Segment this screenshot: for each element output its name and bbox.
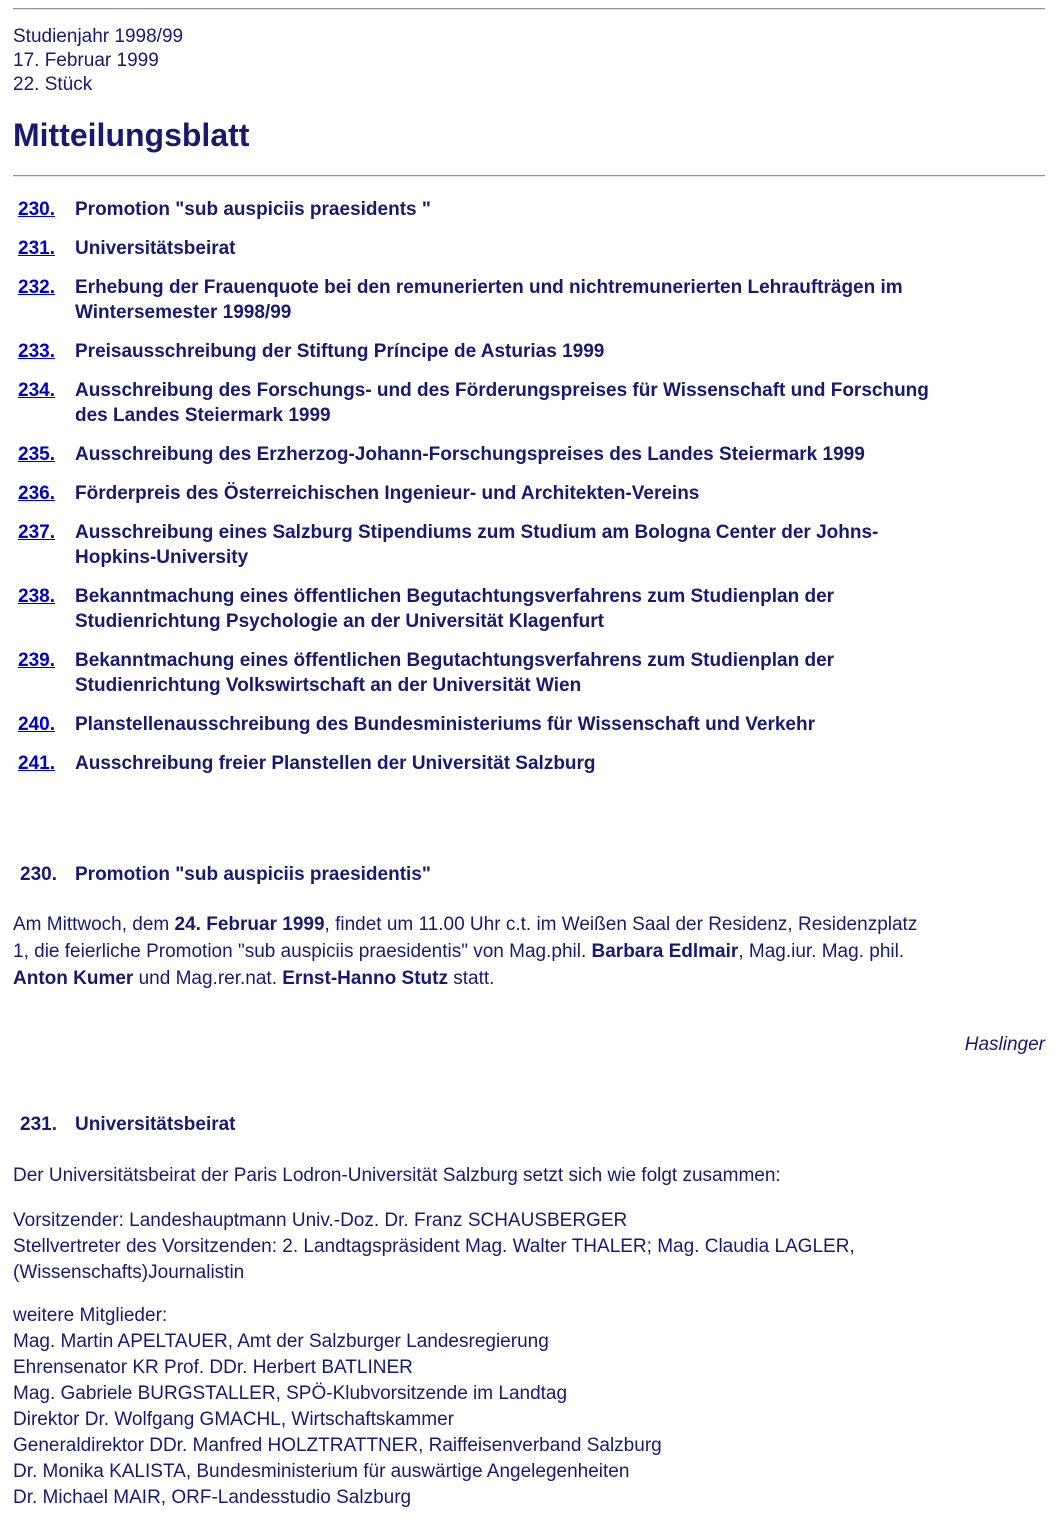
toc-item-232 bbox=[13, 275, 1045, 325]
toc-item-240 bbox=[13, 712, 1045, 737]
toc-item-title bbox=[75, 520, 878, 570]
toc-link-240[interactable]: 240. bbox=[18, 714, 55, 735]
toc-item-235 bbox=[13, 442, 1045, 467]
member-line: Dr. Monika KALISTA, Bundesministerium für auswärtige Angelegenheiten bbox=[13, 1461, 630, 1482]
leadership-line: (Wissenschafts)Journalistin bbox=[13, 1262, 245, 1283]
toc-title-line: Bekanntmachung eines öffentlichen Begutachtungsverfahrens zum Studienplan der bbox=[75, 650, 835, 671]
toc-item-233 bbox=[13, 339, 1045, 364]
paragraph-text: 1, die feierliche Promotion "sub auspiciis praesidentis" von Mag.phil. bbox=[13, 941, 592, 962]
toc-item-title bbox=[75, 712, 815, 737]
title-divider bbox=[13, 175, 1045, 177]
page-title: Mitteilungsblatt bbox=[13, 117, 250, 153]
toc-link-238[interactable]: 238. bbox=[18, 586, 55, 607]
toc-link-237[interactable]: 237. bbox=[18, 522, 55, 543]
toc-title-line: Studienrichtung Psychologie an der Universität Klagenfurt bbox=[75, 611, 604, 632]
table-of-contents bbox=[13, 197, 1045, 776]
toc-link-235[interactable]: 235. bbox=[18, 444, 55, 465]
toc-item-230 bbox=[13, 197, 1045, 222]
toc-item-234 bbox=[13, 378, 1045, 428]
toc-item-237 bbox=[13, 520, 1045, 570]
toc-item-title bbox=[75, 339, 604, 364]
toc-title-line: Förderpreis des Österreichischen Ingenieur- und Architekten-Vereins bbox=[75, 483, 700, 504]
paragraph-text: und Mag.rer.nat. bbox=[133, 968, 283, 989]
toc-link-233[interactable]: 233. bbox=[18, 341, 55, 362]
paragraph-text: Am Mittwoch, dem bbox=[13, 914, 175, 935]
toc-title-line: Ausschreibung freier Planstellen der Universität Salzburg bbox=[75, 753, 596, 774]
toc-item-title bbox=[75, 584, 834, 634]
toc-item-title bbox=[75, 378, 929, 428]
section-title: Promotion "sub auspiciis praesidentis" bbox=[75, 864, 431, 885]
toc-item-231 bbox=[13, 236, 1045, 261]
beirat-members bbox=[13, 1303, 1045, 1511]
toc-title-line: Planstellenausschreibung des Bundesministeriums für Wissenschaft und Verkehr bbox=[75, 714, 815, 735]
toc-title-line: Universitätsbeirat bbox=[75, 238, 236, 259]
paragraph-bold-date: 24. Februar 1999 bbox=[174, 914, 325, 935]
section-number: 230. bbox=[20, 864, 57, 885]
issue-date-line: 17. Februar 1999 bbox=[13, 50, 159, 71]
toc-item-title bbox=[75, 481, 699, 506]
toc-title-line: Ausschreibung eines Salzburg Stipendiums zum Studium am Bologna Center der Johns- bbox=[75, 522, 879, 543]
toc-item-title bbox=[75, 648, 834, 698]
toc-title-line: Ausschreibung des Forschungs- und des Förderungspreises für Wissenschaft und Forschung bbox=[75, 380, 929, 401]
issue-number-line: 22. Stück bbox=[13, 74, 93, 95]
beirat-intro: Der Universitätsbeirat der Paris Lodron-Universität Salzburg setzt sich wie folgt zusammen: bbox=[13, 1165, 781, 1186]
paragraph-text: , Mag.iur. Mag. phil. bbox=[738, 941, 905, 962]
toc-link-236[interactable]: 236. bbox=[18, 483, 55, 504]
toc-item-title bbox=[75, 275, 903, 325]
toc-title-line: Ausschreibung des Erzherzog-Johann-Forschungspreises des Landes Steiermark 1999 bbox=[75, 444, 865, 465]
document-header bbox=[13, 25, 1045, 97]
member-line: Generaldirektor DDr. Manfred HOLZTRATTNER, Raiffeisenverband Salzburg bbox=[13, 1435, 662, 1456]
toc-link-231[interactable]: 231. bbox=[18, 238, 55, 259]
member-line: Dr. Michael MAIR, ORF-Landesstudio Salzburg bbox=[13, 1487, 412, 1508]
toc-title-line: Hopkins-University bbox=[75, 547, 249, 568]
toc-link-230[interactable]: 230. bbox=[18, 199, 55, 220]
paragraph-bold-name: Barbara Edlmair bbox=[591, 941, 739, 962]
toc-title-line: des Landes Steiermark 1999 bbox=[75, 405, 331, 426]
toc-item-title bbox=[75, 197, 431, 222]
top-divider bbox=[13, 8, 1045, 10]
section-231-heading bbox=[13, 1112, 1045, 1137]
paragraph-bold-name: Anton Kumer bbox=[13, 968, 134, 989]
member-line: Direktor Dr. Wolfgang GMACHL, Wirtschaftskammer bbox=[13, 1409, 454, 1430]
toc-item-236 bbox=[13, 481, 1045, 506]
section-number: 231. bbox=[20, 1114, 57, 1135]
toc-title-line: Erhebung der Frauenquote bei den remunerierten und nichtremunerierten Lehraufträgen im bbox=[75, 277, 903, 298]
leadership-line: Stellvertreter des Vorsitzenden: 2. Landtagspräsident Mag. Walter THALER; Mag. Claudia LAGLER, bbox=[13, 1236, 855, 1257]
toc-item-238 bbox=[13, 584, 1045, 634]
member-line: Mag. Martin APELTAUER, Amt der Salzburger Landesregierung bbox=[13, 1331, 549, 1352]
section-231 bbox=[13, 1112, 1045, 1511]
paragraph-text: statt. bbox=[447, 968, 495, 989]
paragraph-bold-name: Ernst-Hanno Stutz bbox=[282, 968, 448, 989]
toc-item-239 bbox=[13, 648, 1045, 698]
toc-link-232[interactable]: 232. bbox=[18, 277, 55, 298]
toc-item-title bbox=[75, 442, 865, 467]
toc-link-241[interactable]: 241. bbox=[18, 753, 55, 774]
toc-title-line: Promotion "sub auspiciis praesidents " bbox=[75, 199, 431, 220]
section-title: Universitätsbeirat bbox=[75, 1114, 236, 1135]
toc-title-line: Studienrichtung Volkswirtschaft an der Universität Wien bbox=[75, 675, 582, 696]
toc-item-241 bbox=[13, 751, 1045, 776]
toc-title-line: Preisausschreibung der Stiftung Príncipe de Asturias 1999 bbox=[75, 341, 605, 362]
toc-title-line: Wintersemester 1998/99 bbox=[75, 302, 292, 323]
toc-item-title bbox=[75, 236, 236, 261]
section-230-heading bbox=[13, 862, 1045, 887]
paragraph-text: , findet um 11.00 Uhr c.t. im Weißen Saal der Residenz, Residenzplatz bbox=[324, 914, 918, 935]
signature: Haslinger bbox=[964, 1034, 1045, 1055]
toc-item-title bbox=[75, 751, 596, 776]
members-header: weitere Mitglieder: bbox=[13, 1305, 168, 1326]
toc-link-239[interactable]: 239. bbox=[18, 650, 55, 671]
promotion-paragraph bbox=[13, 911, 1045, 992]
member-line: Mag. Gabriele BURGSTALLER, SPÖ-Klubvorsitzende im Landtag bbox=[13, 1383, 568, 1404]
section-230 bbox=[13, 862, 1045, 1057]
leadership-line: Vorsitzender: Landeshauptmann Univ.-Doz. Dr. Franz SCHAUSBERGER bbox=[13, 1210, 628, 1231]
member-line: Ehrensenator KR Prof. DDr. Herbert BATLINER bbox=[13, 1357, 413, 1378]
toc-title-line: Bekanntmachung eines öffentlichen Begutachtungsverfahrens zum Studienplan der bbox=[75, 586, 835, 607]
beirat-leadership bbox=[13, 1208, 1045, 1286]
toc-link-234[interactable]: 234. bbox=[18, 380, 55, 401]
study-year-line: Studienjahr 1998/99 bbox=[13, 26, 184, 47]
